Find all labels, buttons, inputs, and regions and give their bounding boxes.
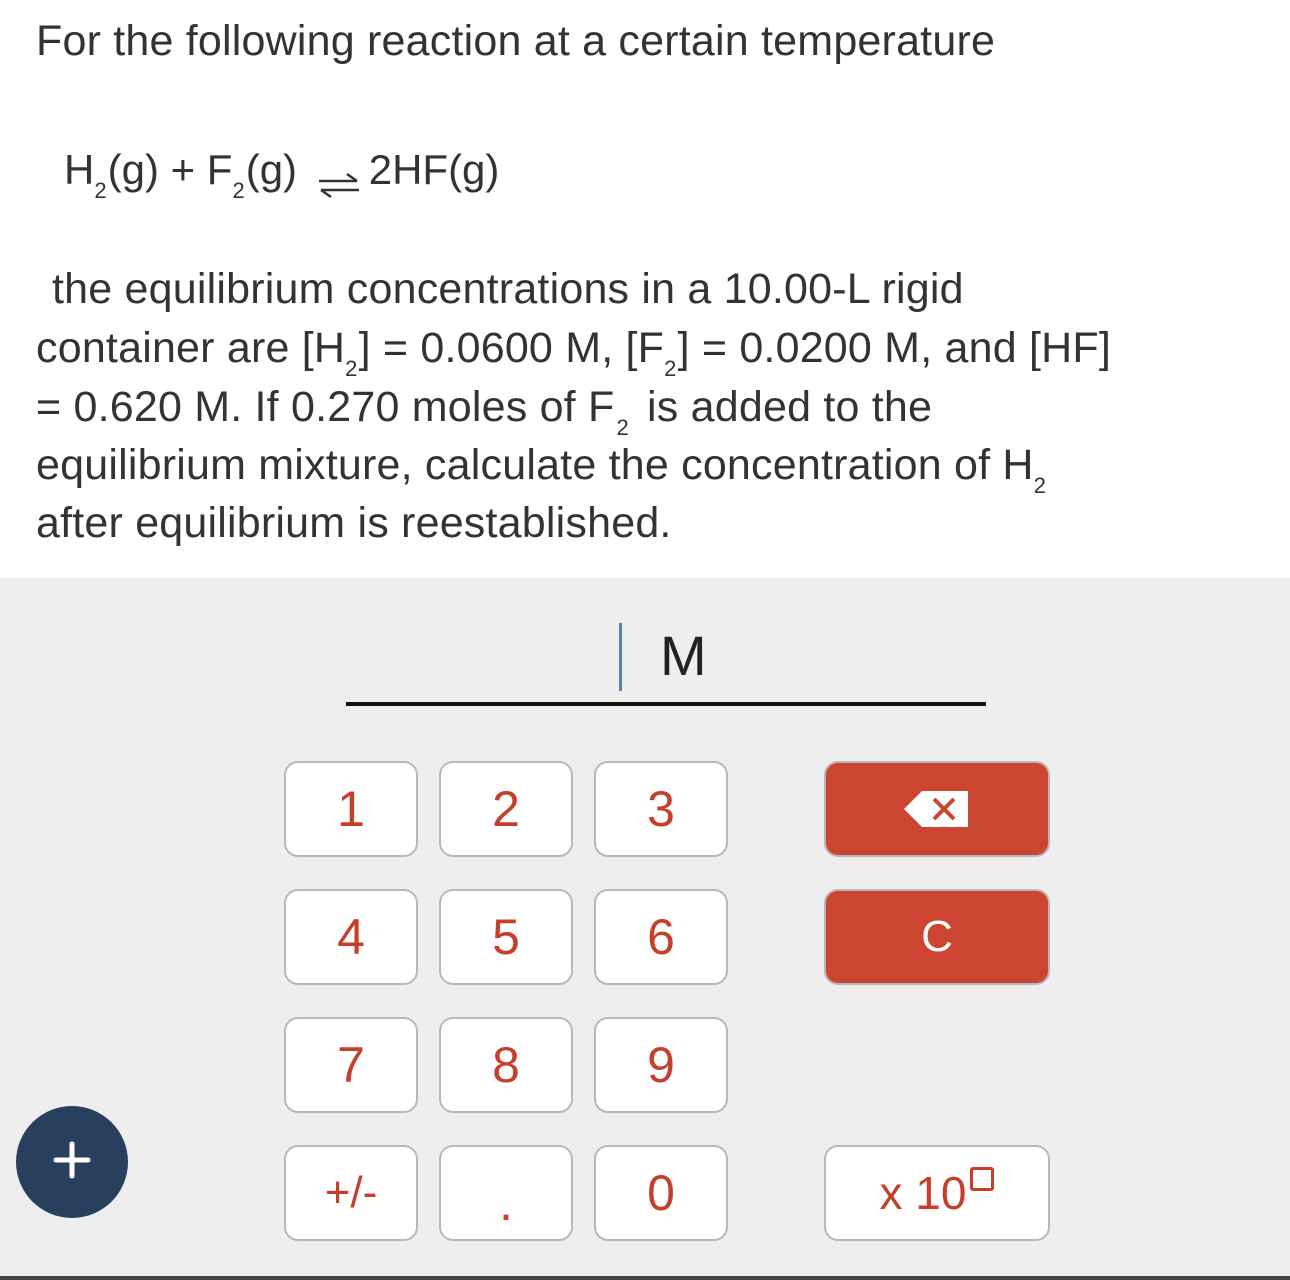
text-span: ] = 0.0200 M, and [HF]: [677, 324, 1111, 372]
subscript: 2: [232, 178, 245, 203]
equilibrium-arrows-icon: [317, 159, 361, 187]
question-line-1: the equilibrium concentrations in a 10.00-L rigid: [52, 265, 964, 313]
key-5[interactable]: 5: [439, 889, 573, 985]
answer-unit: M: [660, 624, 707, 687]
question-line-3: [36, 382, 932, 439]
add-button[interactable]: [16, 1106, 128, 1218]
bottom-divider: [0, 1276, 1290, 1280]
reactant-state: (g): [245, 146, 298, 193]
scientific-notation-button[interactable]: [824, 1145, 1050, 1241]
question-panel: [0, 0, 1290, 578]
backspace-icon: [902, 787, 972, 831]
text-span: = 0.620 M. If 0.270 moles of F: [36, 383, 615, 431]
key-3[interactable]: 3: [594, 761, 728, 857]
text-span: container are [H: [36, 324, 346, 372]
clear-button[interactable]: C: [824, 889, 1050, 985]
text-span: equilibrium mixture, calculate the concentration of H: [36, 441, 1034, 489]
subscript: 2: [94, 178, 107, 203]
question-intro: For the following reaction at a certain temperature: [36, 17, 996, 65]
question-line-4: [36, 440, 1047, 497]
sci-label: x 10: [879, 1167, 967, 1219]
subscript: 2: [664, 356, 677, 381]
key-1[interactable]: 1: [284, 761, 418, 857]
key-7[interactable]: 7: [284, 1017, 418, 1113]
question-line-5: after equilibrium is reestablished.: [36, 499, 672, 547]
text-span: is added to the: [634, 383, 933, 431]
key-6[interactable]: 6: [594, 889, 728, 985]
key-8[interactable]: 8: [439, 1017, 573, 1113]
sign-toggle-button[interactable]: +/-: [284, 1145, 418, 1241]
text-span: ] = 0.0600 M, [F: [358, 324, 665, 372]
subscript: 2: [616, 415, 629, 440]
plus-icon: [50, 1138, 94, 1187]
key-2[interactable]: 2: [439, 761, 573, 857]
reaction-equation: [64, 144, 499, 203]
exponent-box-icon: [970, 1167, 994, 1191]
subscript: 2: [345, 356, 358, 381]
key-9[interactable]: 9: [594, 1017, 728, 1113]
text-cursor: [619, 623, 622, 691]
key-0[interactable]: 0: [594, 1145, 728, 1241]
reactant-h: H: [64, 146, 95, 193]
key-4[interactable]: 4: [284, 889, 418, 985]
reactant-text: (g) + F: [107, 146, 233, 193]
subscript: 2: [1033, 473, 1047, 498]
product-hf: 2HF(g): [368, 146, 500, 193]
question-line-2: [36, 323, 1111, 380]
backspace-button[interactable]: [824, 761, 1050, 857]
decimal-button[interactable]: .: [439, 1145, 573, 1241]
